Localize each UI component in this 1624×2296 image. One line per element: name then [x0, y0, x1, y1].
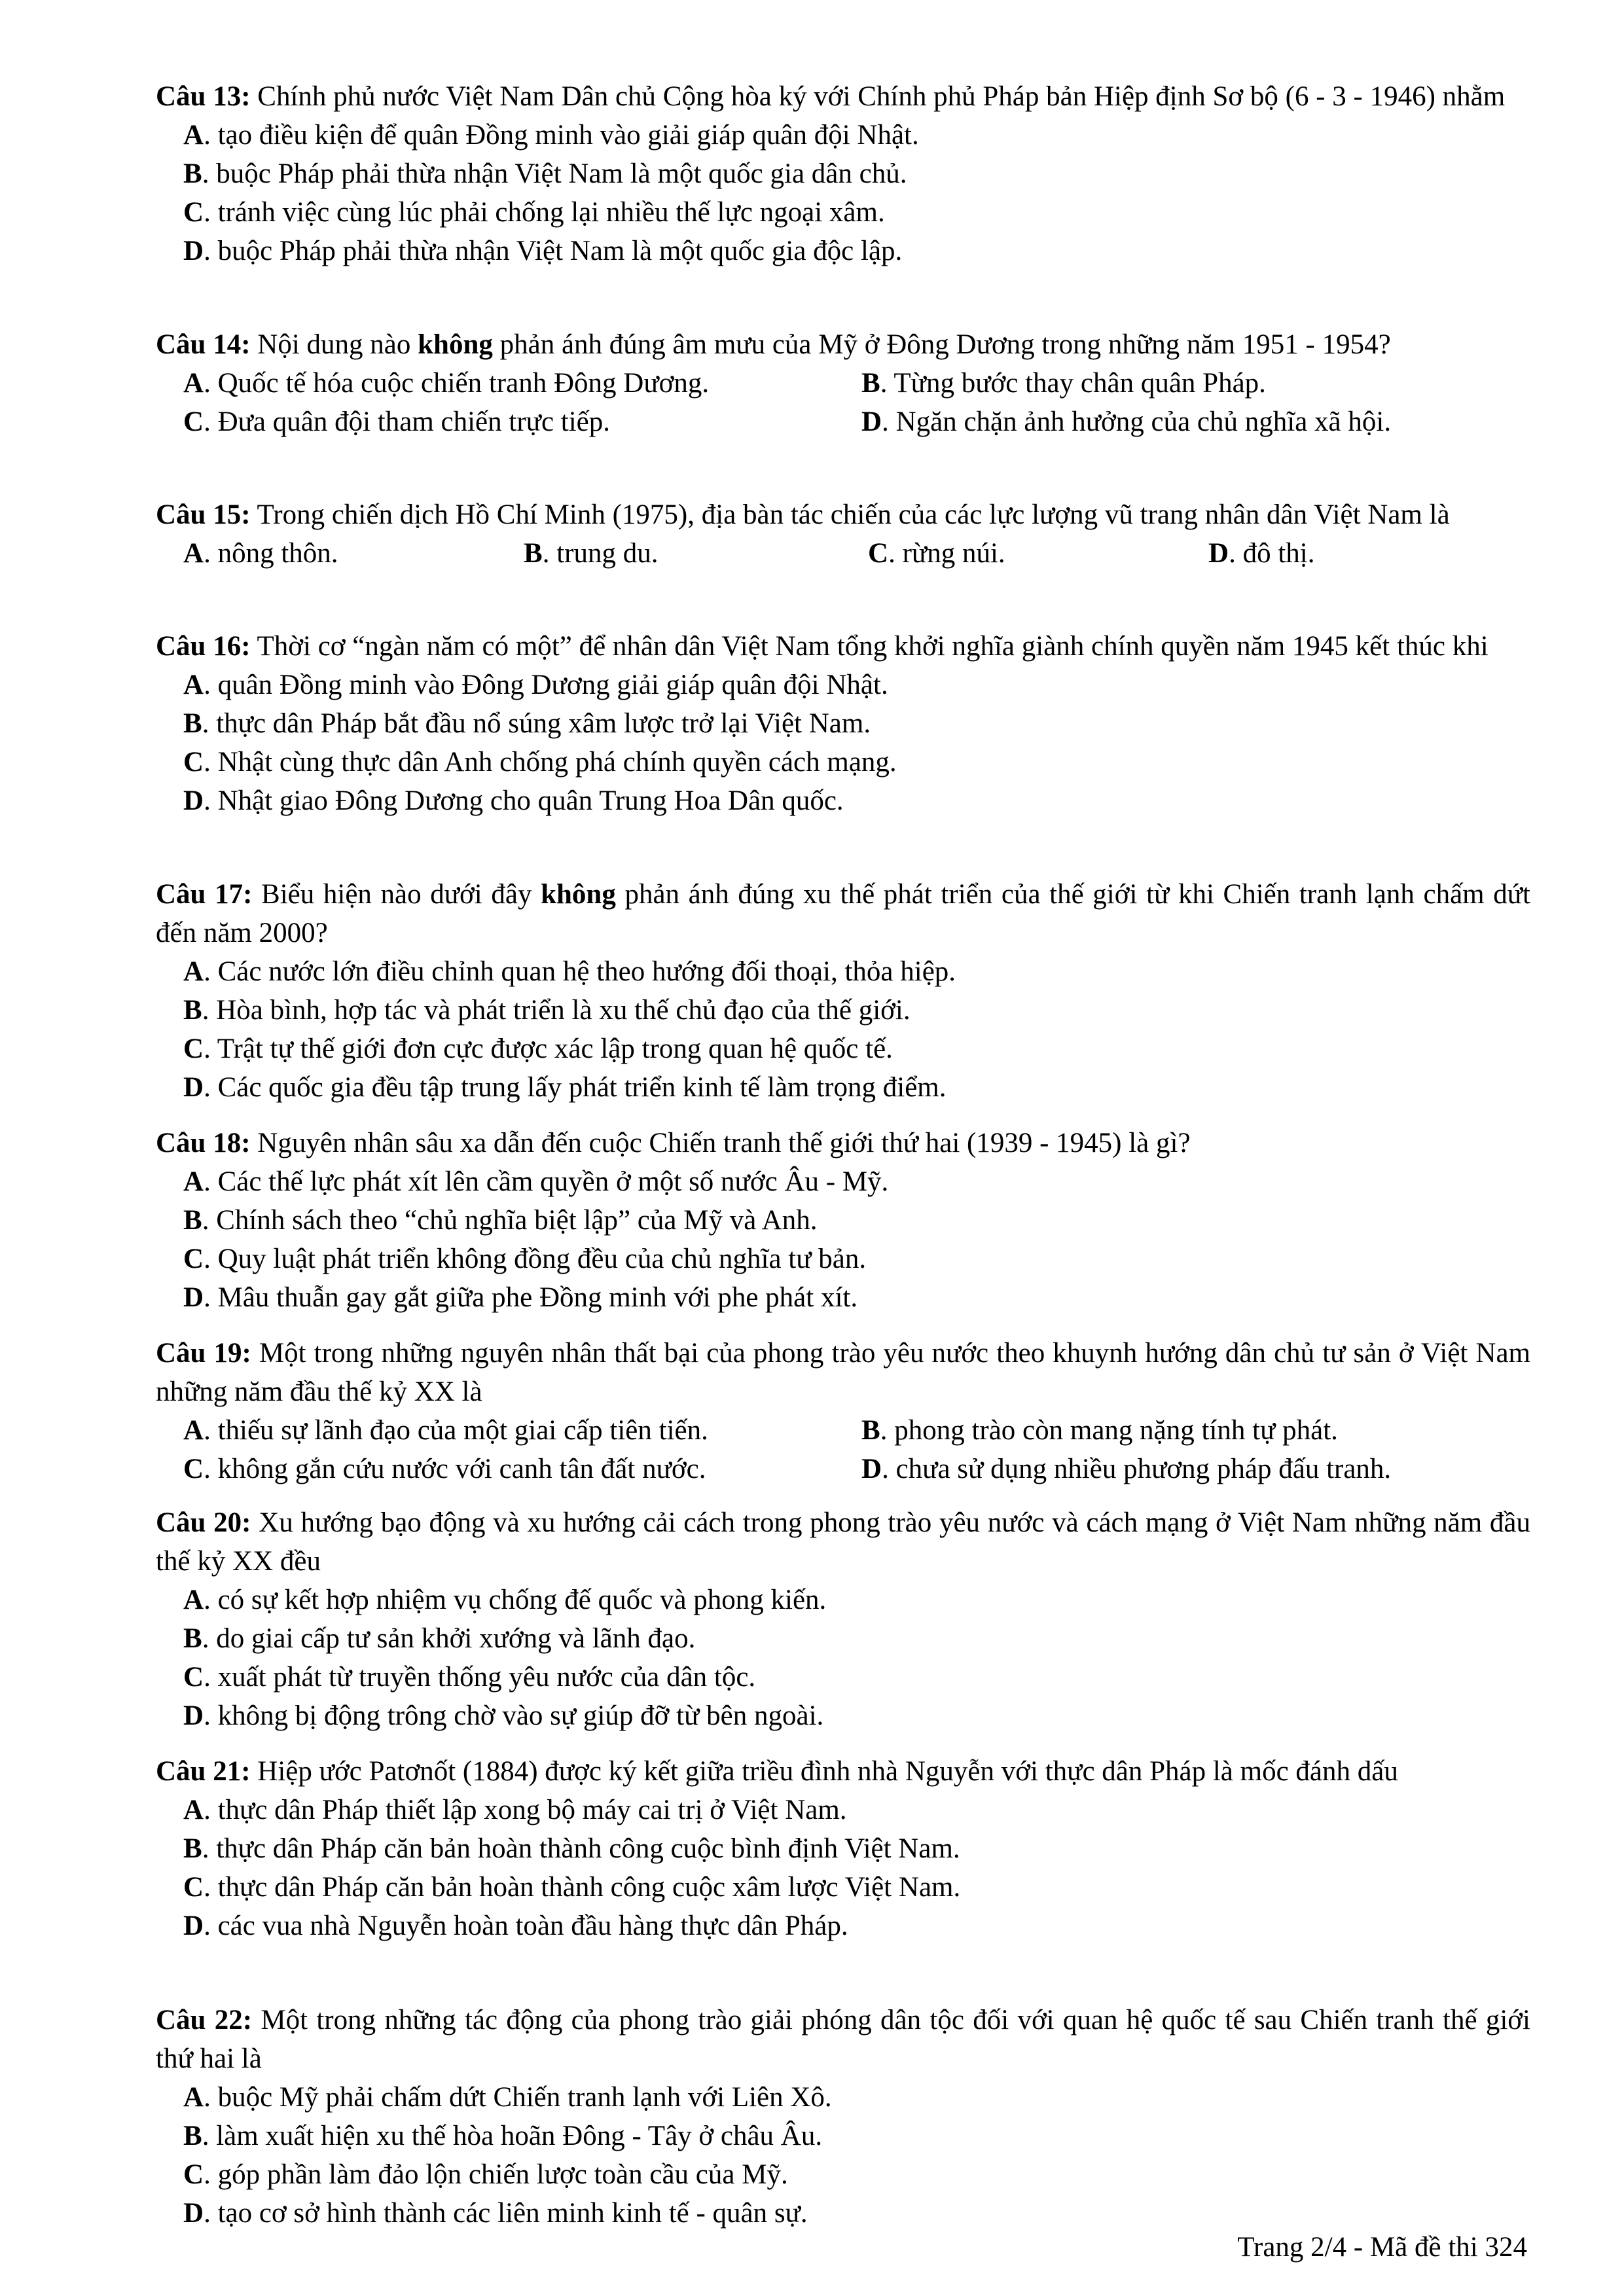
answer-option-a: A. nông thôn.: [183, 538, 338, 569]
answer-option-b: B. do giai cấp tư sản khởi xướng và lãnh đạo.: [183, 1623, 696, 1654]
answer-option-a: A. quân Đồng minh vào Đông Dương giải giáp quân đội Nhật.: [183, 670, 888, 700]
answer-option-c: C. Đưa quân đội tham chiến trực tiếp.: [183, 406, 611, 437]
answer-option-a: A. thiếu sự lãnh đạo của một giai cấp tiên tiến.: [183, 1415, 708, 1446]
question-label: Câu 13:: [156, 81, 251, 112]
question-label: Câu 21:: [156, 1756, 251, 1787]
answer-option-b: B. phong trào còn mang nặng tính tự phát.: [861, 1415, 1338, 1446]
question-label: Câu 16:: [156, 631, 251, 662]
question-stem: Câu 13: Chính phủ nước Việt Nam Dân chủ Cộng hòa ký với Chính phủ Pháp bản Hiệp định Sơ bộ (6 - 3 - 1946) nhằm: [156, 81, 1506, 112]
question-stem: Câu 19: Một trong những nguyên nhân thất bại của phong trào yêu nước theo khuynh hướng dân chủ tư sản ở Việt Nam những năm đầu thế kỷ XX là: [156, 1338, 1530, 1407]
answer-option-c: C. không gắn cứu nước với canh tân đất nước.: [183, 1454, 706, 1484]
answer-option-d: D. không bị động trông chờ vào sự giúp đỡ từ bên ngoài.: [183, 1700, 824, 1731]
question-label: Câu 17:: [156, 879, 253, 910]
answer-option-c: C. rừng núi.: [868, 538, 1005, 569]
answer-option-c: C. Nhật cùng thực dân Anh chống phá chính quyền cách mạng.: [183, 747, 897, 778]
question-label: Câu 15:: [156, 499, 251, 530]
answer-option-a: A. Các thế lực phát xít lên cầm quyền ở một số nước Âu - Mỹ.: [183, 1166, 889, 1197]
question-stem: Câu 17: Biểu hiện nào dưới đây không phản ánh đúng xu thế phát triển của thế giới từ khi Chiến tranh lạnh chấm dứt đến năm 2000?: [156, 879, 1530, 948]
question-stem: Câu 14: Nội dung nào không phản ánh đúng âm mưu của Mỹ ở Đông Dương trong những năm 1951 - 1954?: [156, 329, 1391, 360]
question-label: Câu 19:: [156, 1338, 251, 1369]
answer-option-a: A. buộc Mỹ phải chấm dứt Chiến tranh lạnh với Liên Xô.: [183, 2082, 832, 2113]
question-13: [156, 77, 1530, 270]
answer-option-a: A. thực dân Pháp thiết lập xong bộ máy cai trị ở Việt Nam.: [183, 1795, 847, 1825]
answer-option-a: A. tạo điều kiện để quân Đồng minh vào giải giáp quân đội Nhật.: [183, 120, 919, 151]
question-stem: Câu 20: Xu hướng bạo động và xu hướng cải cách trong phong trào yêu nước và cách mạng ở Việt Nam những năm đầu thế kỷ XX đều: [156, 1507, 1530, 1577]
answer-option-d: D. tạo cơ sở hình thành các liên minh kinh tế - quân sự.: [183, 2198, 808, 2229]
answer-option-c: C. tránh việc cùng lúc phải chống lại nhiều thế lực ngoại xâm.: [183, 197, 885, 228]
answer-option-a: A. Quốc tế hóa cuộc chiến tranh Đông Dương.: [183, 368, 710, 399]
answer-option-d: D. các vua nhà Nguyễn hoàn toàn đầu hàng thực dân Pháp.: [183, 1910, 848, 1941]
answer-option-c: C. Quy luật phát triển không đồng đều của chủ nghĩa tư bản.: [183, 1244, 867, 1274]
answer-option-c: C. góp phần làm đảo lộn chiến lược toàn cầu của Mỹ.: [183, 2159, 788, 2190]
answer-option-b: B. Từng bước thay chân quân Pháp.: [861, 368, 1266, 399]
question-16: [156, 627, 1530, 820]
answer-option-b: B. trung du.: [524, 538, 659, 569]
question-stem: Câu 16: Thời cơ “ngàn năm có một” để nhân dân Việt Nam tổng khởi nghĩa giành chính quyền năm 1945 kết thúc khi: [156, 631, 1489, 662]
answer-option-c: C. xuất phát từ truyền thống yêu nước của dân tộc.: [183, 1662, 756, 1693]
question-20: [156, 1503, 1530, 1735]
answer-option-d: D. đô thị.: [1208, 538, 1315, 569]
answer-option-b: B. thực dân Pháp bắt đầu nổ súng xâm lược trở lại Việt Nam.: [183, 708, 871, 739]
question-15: [156, 495, 1530, 573]
question-22: [156, 2001, 1530, 2233]
answer-option-d: D. Ngăn chặn ảnh hưởng của chủ nghĩa xã hội.: [861, 406, 1392, 437]
answer-option-a: A. có sự kết hợp nhiệm vụ chống đế quốc và phong kiến.: [183, 1585, 827, 1615]
question-stem: Câu 18: Nguyên nhân sâu xa dẫn đến cuộc Chiến tranh thế giới thứ hai (1939 - 1945) là gì?: [156, 1128, 1191, 1158]
question-stem: Câu 15: Trong chiến dịch Hồ Chí Minh (1975), địa bàn tác chiến của các lực lượng vũ trang nhân dân Việt Nam là: [156, 499, 1450, 530]
answer-option-b: B. thực dân Pháp căn bản hoàn thành công cuộc bình định Việt Nam.: [183, 1833, 960, 1864]
answer-option-b: B. Hòa bình, hợp tác và phát triển là xu thế chủ đạo của thế giới.: [183, 995, 911, 1026]
question-label: Câu 20:: [156, 1507, 251, 1538]
answer-option-d: D. buộc Pháp phải thừa nhận Việt Nam là một quốc gia độc lập.: [183, 236, 903, 266]
question-21: [156, 1752, 1530, 1945]
question-stem: Câu 21: Hiệp ước Patơnốt (1884) được ký kết giữa triều đình nhà Nguyễn với thực dân Pháp là mốc đánh dấu: [156, 1756, 1398, 1787]
question-label: Câu 22:: [156, 2005, 253, 2036]
question-stem: Câu 22: Một trong những tác động của phong trào giải phóng dân tộc đối với quan hệ quốc tế sau Chiến tranh thế giới thứ hai là: [156, 2005, 1530, 2074]
answer-option-c: C. thực dân Pháp căn bản hoàn thành công cuộc xâm lược Việt Nam.: [183, 1872, 961, 1903]
question-17: [156, 875, 1530, 1107]
answer-option-d: D. Nhật giao Đông Dương cho quân Trung Hoa Dân quốc.: [183, 785, 844, 816]
answer-option-b: B. Chính sách theo “chủ nghĩa biệt lập” của Mỹ và Anh.: [183, 1205, 818, 1236]
question-label: Câu 18:: [156, 1128, 251, 1158]
question-19: [156, 1334, 1530, 1488]
answer-option-a: A. Các nước lớn điều chỉnh quan hệ theo hướng đối thoại, thỏa hiệp.: [183, 956, 956, 987]
question-label: Câu 14:: [156, 329, 251, 360]
answer-option-d: D. Các quốc gia đều tập trung lấy phát triển kinh tế làm trọng điểm.: [183, 1072, 947, 1103]
answer-option-c: C. Trật tự thế giới đơn cực được xác lập trong quan hệ quốc tế.: [183, 1033, 893, 1064]
question-14: [156, 325, 1530, 441]
question-18: [156, 1124, 1530, 1317]
page-footer: Trang 2/4 - Mã đề thi 324: [1237, 2232, 1527, 2263]
answer-option-d: D. Mâu thuẫn gay gắt giữa phe Đồng minh với phe phát xít.: [183, 1282, 858, 1313]
answer-option-b: B. làm xuất hiện xu thế hòa hoãn Đông - Tây ở châu Âu.: [183, 2121, 823, 2151]
answer-option-b: B. buộc Pháp phải thừa nhận Việt Nam là một quốc gia dân chủ.: [183, 158, 907, 189]
answer-option-d: D. chưa sử dụng nhiều phương pháp đấu tranh.: [861, 1454, 1392, 1484]
